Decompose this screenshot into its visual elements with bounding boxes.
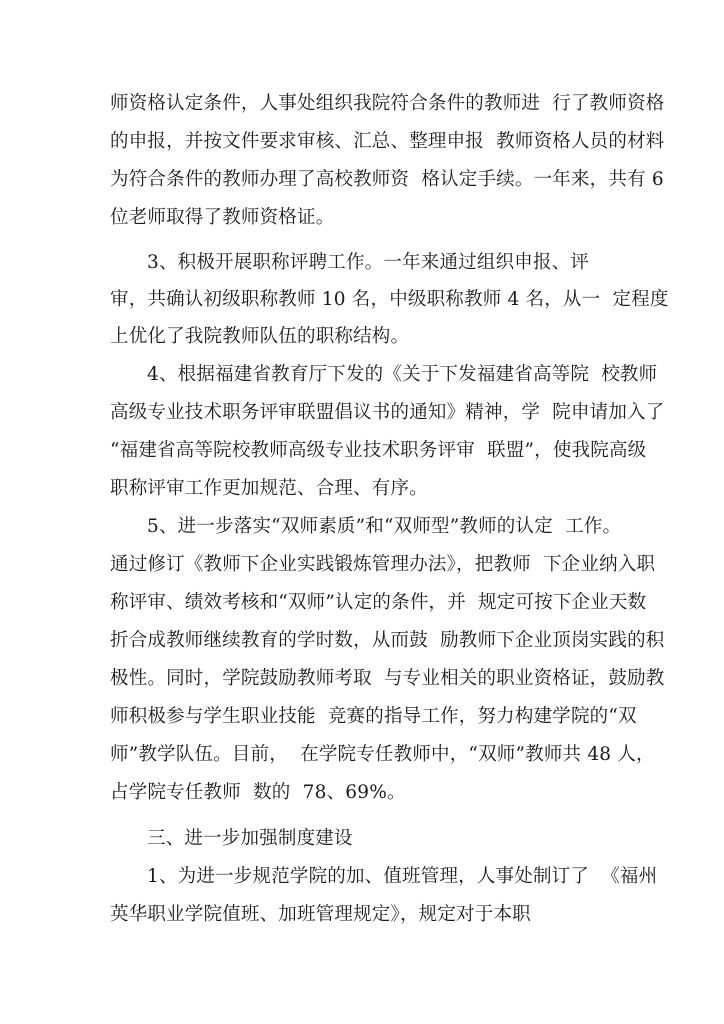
text-line: 上优化了我院教师队伍的职称结构。: [110, 326, 410, 347]
paragraph-heading: 4、根据福建省教育厅下发的《关于下发福建省高等院 校教师: [147, 364, 658, 385]
text-line: 位老师取得了教师资格证。: [110, 207, 335, 228]
text-line: “福建省高等院校教师高级专业技术职务评审 联盟”，使我院高级: [110, 440, 647, 461]
text-line: 极性。同时，学院鼓励教师考取 与专业相关的职业资格证，鼓励教: [110, 668, 665, 689]
text-line: 师资格认定条件，人事处组织我院符合条件的教师进 行了教师资格: [110, 93, 665, 114]
section-heading: 三、进一步加强制度建设: [147, 828, 353, 849]
text-line: 师”教学队伍。目前， 在学院专任教师中，“双师”教师共 48 人，: [110, 744, 655, 765]
text-line: 高级专业技术职务评审联盟倡议书的通知》精神，学 院申请加入了: [110, 402, 665, 423]
paragraph-heading: 3、积极开展职称评聘工作。一年来通过组织申报、评: [147, 252, 590, 273]
text-line: 占学院专任教师 数的 78、69%。: [110, 782, 406, 803]
paragraph-heading: 1、为进一步规范学院的加、值班管理，人事处制订了 《福州: [147, 866, 658, 887]
text-line: 师积极参与学生职业技能 竞赛的指导工作，努力构建学院的“双: [110, 706, 637, 727]
paragraph-heading: 5、进一步落实“双师素质”和“双师型”教师的认定 工作。: [147, 516, 622, 537]
text-line: 为符合条件的教师办理了高校教师资 格认定手续。一年来，共有 6: [110, 169, 664, 190]
text-line: 折合成教师继续教育的学时数，从而鼓 励教师下企业顶岗实践的积: [110, 630, 665, 651]
text-line: 英华职业学院值班、加班管理规定》，规定对于本职: [110, 904, 531, 925]
text-line: 的申报，并按文件要求审核、汇总、整理申报 教师资格人员的材料: [110, 131, 665, 152]
text-line: 通过修订《教师下企业实践锻炼管理办法》，把教师 下企业纳入职: [110, 554, 656, 575]
text-line: 称评审、绩效考核和“双师”认定的条件，并 规定可按下企业天数: [110, 592, 647, 613]
text-line: 职称评审工作更加规范、合理、有序。: [110, 478, 428, 499]
text-line: 审，共确认初级职称教师 10 名，中级职称教师 4 名，从一 定程度: [110, 289, 669, 310]
